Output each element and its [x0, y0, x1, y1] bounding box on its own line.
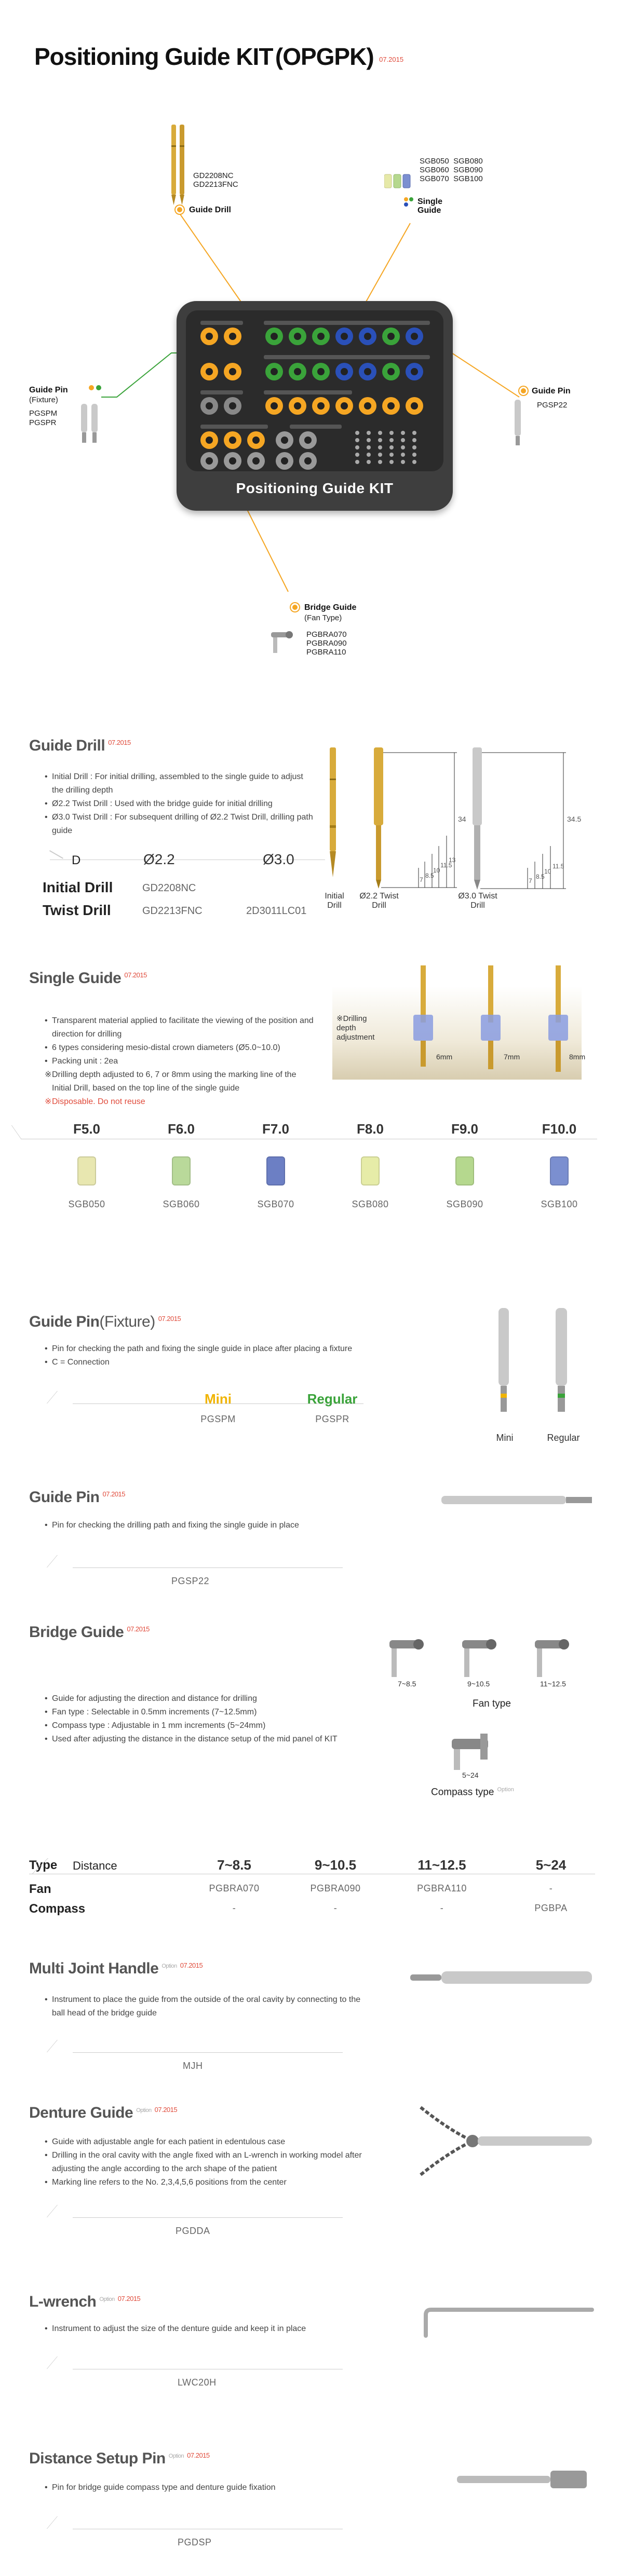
guide-drill-bullet-2: • Ø2.2 Twist Drill : Used with the bridge guide for initial drilling — [45, 797, 315, 811]
bg-row-fan: Fan — [29, 1882, 51, 1896]
multi-joint-opt: Option — [161, 1963, 177, 1969]
guide-pin-fixture-codes — [29, 409, 57, 428]
tray-well — [335, 363, 353, 380]
distance-pin-title — [29, 2450, 210, 2468]
bg-th-5: 5~24 — [535, 1857, 567, 1873]
bg-compass-c2: - — [333, 1903, 338, 1913]
tray-well — [247, 452, 265, 470]
bg-code-1: PGBRA070 — [306, 630, 347, 639]
l-wrench-title-text: L-wrench — [29, 2293, 97, 2310]
drill-dim-a6: 7 — [420, 876, 423, 883]
denture-guide-corner — [47, 2205, 76, 2217]
guide-drill-row2-c2: 2D3011LC01 — [246, 905, 307, 917]
distance-pin-opt: Option — [168, 2453, 184, 2459]
distance-pin-title-text: Distance Setup Pin — [29, 2450, 166, 2467]
tray-well — [312, 328, 330, 345]
distance-pin-figure — [457, 2464, 592, 2498]
l-wrench-code-block — [57, 2356, 348, 2388]
bridge-guide-tag: 07.2015 — [127, 1625, 150, 1633]
guide-pin-fixture-table — [57, 1391, 379, 1443]
guide-drill-head-d: D — [72, 853, 81, 867]
sg-code-3: SGB070 — [420, 174, 449, 183]
kit-tray-panel — [186, 310, 443, 471]
tray-well — [382, 397, 400, 415]
guide-drill-codes — [193, 171, 238, 189]
tray-well — [359, 328, 376, 345]
bg-th-distance: Distance — [73, 1859, 117, 1872]
denture-guide-opt: Option — [136, 2107, 152, 2114]
guide-pin-code-block — [57, 1555, 348, 1586]
denture-guide-tag: 07.2015 — [154, 2106, 178, 2114]
denture-guide-code: PGDDA — [176, 2226, 210, 2236]
guide-drill-tag: 07.2015 — [108, 739, 131, 746]
denture-guide-rule — [73, 2217, 343, 2218]
single-guide-dots — [403, 196, 414, 210]
l-wrench-figure — [421, 2305, 597, 2349]
tray-well — [312, 397, 330, 415]
guide-drill-label: Guide Drill — [189, 206, 231, 214]
denture-guide-figure — [415, 2102, 597, 2183]
multi-joint-title-text: Multi Joint Handle — [29, 1960, 159, 1977]
bridge-guide-dot — [291, 603, 299, 611]
guide-drill-figure — [322, 747, 602, 919]
gpf-bullet-1: • Pin for checking the path and fixing the single guide in place after placing a fixture — [45, 1342, 408, 1356]
tray-well — [200, 452, 218, 470]
size-swatch — [77, 1156, 96, 1185]
gpf-title-text: Guide Pin — [29, 1313, 100, 1330]
guide-drill-figure-svg — [322, 747, 602, 903]
bridge-guide-figure — [384, 1630, 602, 1811]
gpf-code-mini: PGSPM — [200, 1414, 236, 1424]
tray-well — [289, 363, 306, 380]
bg-bullet-1: • Guide for adjusting the direction and distance for drilling — [45, 1692, 367, 1706]
bg-bullet-3: • Compass type : Adjustable in 1 mm increments (5~24mm) — [45, 1719, 367, 1733]
tray-well — [224, 363, 241, 380]
tray-well — [224, 328, 241, 345]
l-wrench-bullets — [45, 2322, 377, 2336]
sg-code-1: SGB050 — [420, 157, 449, 166]
guide-drill-table-corner — [45, 850, 63, 867]
tray-well — [265, 397, 283, 415]
bg-code-2: PGBRA090 — [306, 639, 347, 648]
guide-pin-title — [29, 1489, 125, 1506]
multi-joint-rule — [73, 2052, 343, 2053]
multi-joint-corner — [47, 2040, 76, 2052]
denture-guide-bullet-1: • Guide with adjustable angle for each patient in edentulous case — [45, 2135, 377, 2149]
guide-drill-head-30: Ø3.0 — [263, 851, 294, 867]
drill-dim-a4: 10 — [433, 867, 440, 874]
single-guide-tag: 07.2015 — [124, 971, 147, 979]
denture-guide-bullets — [45, 2135, 377, 2189]
bridge-guide-figure-svg — [384, 1630, 602, 1801]
kit-tray-wells — [186, 310, 443, 471]
gpf-tag: 07.2015 — [158, 1315, 181, 1323]
bg-fan-label-1: 7~8.5 — [398, 1680, 416, 1688]
denture-guide-title — [29, 2104, 177, 2122]
denture-guide-bullet-3: • Marking line refers to the No. 2,3,4,5,6 positions from the center — [45, 2176, 377, 2189]
sg-code-4: SGB080 — [453, 157, 483, 166]
single-guide-title — [29, 970, 147, 987]
size-label: F7.0 — [262, 1121, 290, 1137]
size-label: F8.0 — [356, 1121, 384, 1137]
single-guide-depth-8: 8mm — [569, 1053, 586, 1061]
bg-compass-c1: - — [232, 1903, 236, 1913]
single-guide-depth-6: 6mm — [436, 1053, 453, 1061]
guide-drill-title-text: Guide Drill — [29, 737, 105, 754]
tray-well — [247, 431, 265, 449]
bridge-guide-codes — [306, 630, 347, 657]
tray-well — [200, 431, 218, 449]
bg-fan-label-2: 9~10.5 — [467, 1680, 490, 1688]
single-guide-image — [384, 171, 410, 192]
drill-fig-label-30: Ø3.0 Twist Drill — [458, 892, 497, 910]
bg-compass-label: 5~24 — [462, 1771, 479, 1779]
guide-drill-bullet-3: • Ø3.0 Twist Drill : For subsequent drilling of Ø2.2 Twist Drill, drilling path guide — [45, 811, 315, 838]
size-code: SGB060 — [163, 1199, 200, 1209]
size-label: F6.0 — [167, 1121, 195, 1137]
guide-drill-image — [168, 125, 189, 208]
tray-well — [312, 363, 330, 380]
guide-pin-fixture-label — [29, 386, 68, 395]
gpf-corner — [47, 1391, 76, 1403]
size-code: SGB100 — [541, 1199, 578, 1209]
guide-pin-code: PGSP22 — [537, 401, 568, 410]
guide-pin-bullet-1: • Pin for checking the drilling path and fixing the single guide in place — [45, 1519, 408, 1532]
size-code: SGB090 — [446, 1199, 483, 1209]
guide-drill-code-2: GD2213FNC — [193, 180, 238, 189]
single-guide-fig-note-text: Drilling depth adjustment — [336, 1014, 375, 1042]
guide-drill-bullet-1: • Initial Drill : For initial drilling, assembled to the single guide to adjust the drilling depth — [45, 770, 315, 797]
multi-joint-title — [29, 1960, 203, 1978]
sg-code-5: SGB090 — [453, 166, 483, 174]
gpf-code-regular: PGSPR — [315, 1414, 349, 1424]
single-guide-depth-7: 7mm — [504, 1053, 520, 1061]
guide-drill-bullets — [45, 770, 315, 838]
size-code: SGB080 — [352, 1199, 389, 1209]
size-label: F9.0 — [451, 1121, 479, 1137]
l-wrench-opt: Option — [99, 2296, 115, 2302]
bridge-guide-label: Bridge Guide — [304, 603, 357, 612]
guide-pin-fixture-sub: (Fixture) — [29, 396, 58, 404]
guide-drill-dot — [176, 206, 184, 214]
gpf-type-regular-label: Regular — [307, 1391, 358, 1407]
distance-pin-bullet-1: • Pin for bridge guide compass type and denture guide fixation — [45, 2481, 377, 2495]
bg-th-9: 9~10.5 — [314, 1857, 357, 1873]
guide-pin-fixture-image — [78, 404, 104, 448]
bridge-guide-sub: (Fan Type) — [304, 614, 342, 622]
tray-well — [406, 363, 423, 380]
guide-pin-fixture-title — [29, 1313, 181, 1331]
drill-dim-b4: 8.5 — [536, 873, 545, 880]
gpf-bullet-2: • C = Connection — [45, 1356, 408, 1369]
size-swatch — [361, 1156, 380, 1185]
tray-well — [382, 363, 400, 380]
size-code: SGB050 — [68, 1199, 105, 1209]
tray-well — [265, 363, 283, 380]
bg-compass-opt: Option — [497, 1787, 514, 1793]
drill-fig-label-22: Ø2.2 Twist Drill — [359, 892, 399, 910]
drill-dim-a5: 8.5 — [425, 872, 434, 879]
tray-well — [265, 328, 283, 345]
multi-joint-figure — [410, 1967, 597, 1991]
guide-pin-label: Guide Pin — [532, 387, 571, 396]
distance-pin-corner — [47, 2516, 76, 2529]
multi-joint-bullet-1: • Instrument to place the guide from the outside of the oral cavity by connecting to the ball head of the bridge guide — [45, 1993, 367, 2020]
bg-code-3: PGBRA110 — [306, 648, 346, 657]
bg-bullet-2: • Fan type : Selectable in 0.5mm increments (7~12.5mm) — [45, 1706, 367, 1719]
drill-dim-b5: 7 — [529, 877, 532, 884]
guide-pin-image — [511, 400, 524, 449]
tray-well — [359, 363, 376, 380]
kit-overview — [0, 104, 620, 664]
multi-joint-code-block — [57, 2040, 348, 2071]
page-title — [34, 43, 403, 71]
gpf-code-1: PGSPM — [29, 409, 58, 418]
bg-compass-c4: PGBPA — [534, 1903, 568, 1913]
multi-joint-tag: 07.2015 — [180, 1961, 203, 1969]
bg-compass-caption-text: Compass type — [431, 1787, 494, 1798]
single-guide-warning: ※ Disposable. Do not reuse — [45, 1095, 315, 1109]
size-label: F5.0 — [73, 1121, 101, 1137]
bg-fan-c4: - — [549, 1883, 553, 1893]
gpf-type-mini-label: Mini — [205, 1391, 232, 1407]
drill-dim-b1: 34.5 — [567, 815, 582, 823]
single-guide-bullet-1: • Transparent material applied to facilitate the viewing of the position and direction for drilling — [45, 1014, 315, 1041]
tray-well — [200, 328, 218, 345]
tray-well — [359, 397, 376, 415]
distance-pin-tag: 07.2015 — [187, 2451, 210, 2459]
single-guide-codes — [420, 157, 497, 183]
guide-drill-title — [29, 737, 131, 755]
guide-drill-row1-label: Initial Drill — [43, 879, 113, 895]
guide-pin-figure — [441, 1490, 597, 1513]
tray-well — [299, 431, 317, 449]
l-wrench-corner — [47, 2356, 76, 2369]
tray-well — [406, 397, 423, 415]
size-swatch — [550, 1156, 569, 1185]
tray-well — [200, 363, 218, 380]
single-guide-figure — [332, 965, 586, 1090]
single-guide-sizes — [21, 1121, 597, 1225]
denture-guide-title-text: Denture Guide — [29, 2104, 133, 2121]
kit-tray-name: Positioning Guide KIT — [236, 480, 394, 496]
tray-well — [224, 452, 241, 470]
bg-compass-caption — [431, 1787, 514, 1798]
distance-pin-code: PGDSP — [178, 2537, 212, 2547]
sg-code-2: SGB060 — [420, 166, 449, 174]
guide-drill-code-1: GD2208NC — [193, 171, 234, 180]
guide-drill-row2-c1: GD2213FNC — [142, 905, 203, 917]
bridge-guide-title — [29, 1624, 150, 1641]
gpf-figure — [483, 1308, 597, 1453]
guide-pin-code: PGSP22 — [171, 1576, 210, 1586]
single-guide-bullets — [45, 1014, 315, 1109]
guide-pin-dot — [519, 387, 528, 395]
guide-pin-title-text: Guide Pin — [29, 1489, 100, 1506]
sizes-corner — [11, 1125, 36, 1139]
size-swatch — [172, 1156, 191, 1185]
distance-pin-bullets — [45, 2481, 377, 2495]
gpf-type-mini — [187, 1391, 249, 1407]
bg-bullet-4: • Used after adjusting the distance in the distance setup of the mid panel of KIT — [45, 1733, 367, 1746]
tray-well — [382, 328, 400, 345]
gpf-label-text: Guide Pin — [29, 386, 68, 394]
tray-well — [289, 328, 306, 345]
gpf-fig-mini: Mini — [496, 1433, 514, 1443]
guide-pin-fixture-dots — [88, 384, 104, 394]
single-guide-ref: ※ Drilling depth adjusted to 6, 7 or 8mm using the marking line of the Initial Drill, based on the top line of the single guide — [45, 1068, 315, 1095]
gpf-figure-svg — [483, 1308, 597, 1433]
multi-joint-code: MJH — [183, 2061, 203, 2071]
guide-drill-row2-label: Twist Drill — [43, 902, 111, 918]
single-guide-fig-note: ※Drilling depth adjustment — [336, 1014, 375, 1042]
denture-guide-bullet-2: • Drilling in the oral cavity with the angle fixed with an L-wrench in working model after adjusting the angle according to the arch shape of the patient — [45, 2149, 377, 2176]
tray-well — [200, 397, 218, 415]
l-wrench-code: LWC20H — [178, 2377, 217, 2388]
bg-compass-c3: - — [440, 1903, 444, 1913]
guide-drill-head-22: Ø2.2 — [143, 851, 175, 867]
l-wrench-tag: 07.2015 — [117, 2295, 141, 2302]
drill-dim-b2: 11.5 — [552, 863, 564, 870]
gpf-type-regular — [296, 1391, 369, 1407]
page-title-text: Positioning Guide KIT — [34, 43, 273, 70]
denture-guide-code-block — [57, 2205, 348, 2236]
single-guide-bullet-3: • Packing unit : 2ea — [45, 1055, 315, 1068]
bg-fan-label-3: 11~12.5 — [540, 1680, 566, 1688]
bg-fan-c1: PGBRA070 — [209, 1883, 260, 1893]
tray-well — [276, 452, 293, 470]
drill-fig-label-initial: Initial Drill — [325, 892, 344, 910]
tray-well — [276, 431, 293, 449]
multi-joint-bullets — [45, 1993, 367, 2020]
guide-pin-fixture-bullets — [45, 1342, 408, 1369]
tray-well — [335, 328, 353, 345]
guide-drill-row1-c1: GD2208NC — [142, 882, 196, 894]
sg-code-6: SGB100 — [453, 174, 483, 183]
bridge-guide-title-text: Bridge Guide — [29, 1624, 124, 1641]
bridge-guide-bullets — [45, 1692, 367, 1746]
bridge-guide-image — [266, 628, 302, 662]
tray-well — [224, 397, 241, 415]
page-title-code: (OPGPK) — [275, 43, 374, 70]
guide-pin-corner — [47, 1555, 76, 1568]
drill-dim-b3: 10 — [544, 868, 551, 875]
size-swatch — [455, 1156, 474, 1185]
bg-th-type: Type — [29, 1858, 58, 1872]
bg-th-11: 11~12.5 — [417, 1857, 466, 1873]
kit-tray — [177, 301, 453, 511]
single-guide-bullet-2: • 6 types considering mesio-distal crown diameters (Ø5.0~10.0) — [45, 1041, 315, 1055]
size-code: SGB070 — [257, 1199, 294, 1209]
single-guide-title-text: Single Guide — [29, 970, 122, 987]
bg-row-compass: Compass — [29, 1902, 86, 1916]
tray-well — [299, 452, 317, 470]
guide-pin-tag: 07.2015 — [102, 1490, 126, 1498]
l-wrench-bullet-1: • Instrument to adjust the size of the denture guide and keep it in place — [45, 2322, 377, 2336]
drill-dim-a2: 13 — [449, 856, 456, 864]
tray-well — [224, 431, 241, 449]
size-label: F10.0 — [542, 1121, 577, 1137]
guide-pin-bullets — [45, 1519, 408, 1532]
gpf-title-sub: (Fixture) — [99, 1313, 155, 1330]
drill-dim-a3: 11.5 — [440, 862, 452, 869]
gpf-fig-regular: Regular — [547, 1433, 580, 1443]
page-title-tag: 07.2015 — [379, 55, 404, 63]
tray-well — [406, 328, 423, 345]
single-guide-label: Single Guide — [417, 197, 443, 215]
tray-well — [289, 397, 306, 415]
single-guide-fig-svg — [332, 965, 582, 1090]
bg-fan-c2: PGBRA090 — [310, 1883, 361, 1893]
tray-well — [335, 397, 353, 415]
bg-fan-c3: PGBRA110 — [417, 1883, 467, 1893]
l-wrench-title — [29, 2293, 140, 2311]
size-swatch — [266, 1156, 285, 1185]
gpf-code-2: PGSPR — [29, 418, 57, 427]
guide-drill-section — [29, 737, 131, 755]
bg-fan-caption: Fan type — [473, 1698, 511, 1709]
distance-pin-code-block — [57, 2516, 348, 2547]
drill-dim-a1: 34 — [458, 815, 466, 823]
bg-th-7: 7~8.5 — [217, 1857, 251, 1873]
